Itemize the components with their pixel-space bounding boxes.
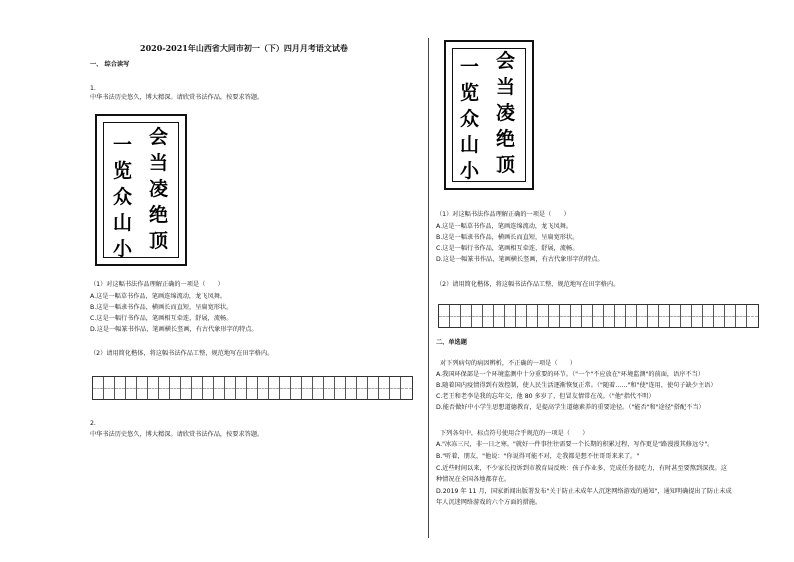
question-2-1-option-d[interactable]: D.这是一幅篆书作品，笔画横长竖画，有古代象形字的特点。	[436, 256, 604, 263]
section-heading-comprehensive: 一、 综合读写	[90, 61, 130, 68]
calligraphy-artwork-left	[95, 114, 187, 266]
question-2-1-option-b[interactable]: B.这是一幅隶书作品，横画长而直短，呈扁宽形状。	[436, 234, 579, 241]
question-1-intro: 中华书法历史悠久，博大精深。请欣赏书法作品，按要求答题。	[90, 94, 264, 101]
calligraphy-char: 览	[460, 82, 480, 104]
question-1-1-stem: （1）对这幅书法作品理解正确的一项是（ ）	[90, 281, 224, 288]
calligraphy-char: 山	[113, 212, 133, 234]
question-1-1-option-a[interactable]: A.这是一幅草书作品，笔画连绵流动，龙飞凤舞。	[90, 293, 227, 300]
calligraphy-char: 众	[460, 108, 480, 130]
calligraphy-char: 众	[113, 186, 133, 208]
document-title: 2020-2021年山西省大同市初一（下）四月月考语文试卷	[140, 43, 348, 53]
question-1-1-option-b[interactable]: B.这是一幅隶书作品，横画长而直短，呈扁宽形状。	[90, 304, 233, 311]
calligraphy-char: 绝	[149, 204, 169, 226]
question-2-number: 2.	[90, 420, 96, 427]
calligraphy-char: 顶	[496, 154, 516, 176]
question-4-option-a[interactable]: A."冰冻三尺，非一日之寒。"就好一件事往往需要一个长期的积累过程，写作更是"路漫漫其修远兮"。	[436, 441, 714, 448]
calligraphy-char: 会	[149, 126, 169, 148]
calligraphy-char: 山	[460, 134, 480, 156]
question-4-stem: 下列各句中，标点符号使用合乎规范的一项是（ ）	[440, 430, 589, 437]
calligraphy-char: 绝	[496, 128, 516, 150]
question-3-option-a[interactable]: A.我国环保部是一个环境监测中十分重要的环节。（"一个"不应放在"环境监测"的前面，语序不当）	[436, 371, 705, 378]
question-1-1-option-d[interactable]: D.这是一幅篆书作品，笔画横长竖画，有古代象形字的特点。	[90, 326, 258, 333]
question-1-1-option-c[interactable]: C.这是一幅行书作品，笔画相互牵连，舒展，流畅。	[90, 315, 233, 322]
calligraphy-char: 顶	[149, 230, 169, 252]
calligraphy-char: 小	[460, 160, 480, 182]
calligraphy-char: 小	[113, 238, 133, 260]
question-1-number: 1.	[90, 85, 96, 92]
calligraphy-char: 当	[496, 76, 516, 98]
calligraphy-artwork-right	[444, 40, 534, 190]
tianzige-writing-grid[interactable]	[92, 376, 413, 400]
question-3-option-d[interactable]: D.能否做好中小学生思想道德教育，是提高学生道德素养的重要途径。（"能否"和"途径"搭配不当）	[436, 404, 705, 411]
question-2-1-option-c[interactable]: C.这是一幅行书作品，笔画相互牵连，舒展，流畅。	[436, 245, 579, 252]
question-4-option-c[interactable]: C.近些时间以来，不少家长投诉到市教育局反映：孩子作业多，完成任务很吃力，有时甚至要熬到深夜。这	[436, 465, 727, 472]
calligraphy-char: 一	[113, 134, 133, 156]
calligraphy-char: 一	[460, 56, 480, 78]
section-heading-single-choice: 二、单选题	[436, 339, 467, 346]
question-2-1-stem: （1）对这幅书法作品理解正确的一项是（ ）	[436, 211, 570, 218]
question-2-2-stem: （2）请用简化楷体，将这幅书法作品工整、规范地写在田字格内。	[436, 281, 620, 288]
question-4-option-d[interactable]: D.2019 年 11 月，国家新闻出版署发布"关于防止未成年人沉迷网络游戏的通知"，通知明确提出了防止未成	[436, 488, 732, 495]
question-3-option-c[interactable]: C.老王和老李是我的忘年交，他 80 多岁了，但冒友情常在茂。（"他"指代不明）	[436, 393, 655, 400]
calligraphy-char: 览	[113, 160, 133, 182]
question-2-1-option-a[interactable]: A.这是一幅草书作品，笔画连绵流动，龙飞凤舞。	[436, 223, 573, 230]
calligraphy-char: 凌	[496, 102, 516, 124]
question-4-option-d-cont: 年人沉迷网络游戏的六个方面的措施。	[436, 499, 542, 506]
tianzige-writing-grid-right[interactable]	[438, 304, 759, 328]
calligraphy-char: 会	[496, 50, 516, 72]
question-3-stem: 对下列病句的病因辨析，不正确的一项是（ ）	[440, 360, 577, 367]
column-divider	[428, 38, 429, 538]
question-4-option-c-cont: 种情况在全国各地都存在。	[436, 476, 511, 483]
calligraphy-char: 当	[149, 152, 169, 174]
question-1-2-stem: （2）请用简化楷体，将这幅书法作品工整、规范地写在田字格内。	[90, 350, 274, 357]
question-2-intro: 中华书法历史悠久，博大精深。请欣赏书法作品，按要求答题。	[90, 431, 264, 438]
question-4-option-b[interactable]: B."听着，朋友，"他说："你说得可能不对，走我都是想不住哥哥来来了。"	[436, 453, 640, 460]
question-3-option-b[interactable]: B.随着国内疫情得到有效控制，使人民生活逐渐恢复正常。（"随着……"和"使"连用，使句子缺少主语）	[436, 382, 717, 389]
calligraphy-char: 凌	[149, 178, 169, 200]
